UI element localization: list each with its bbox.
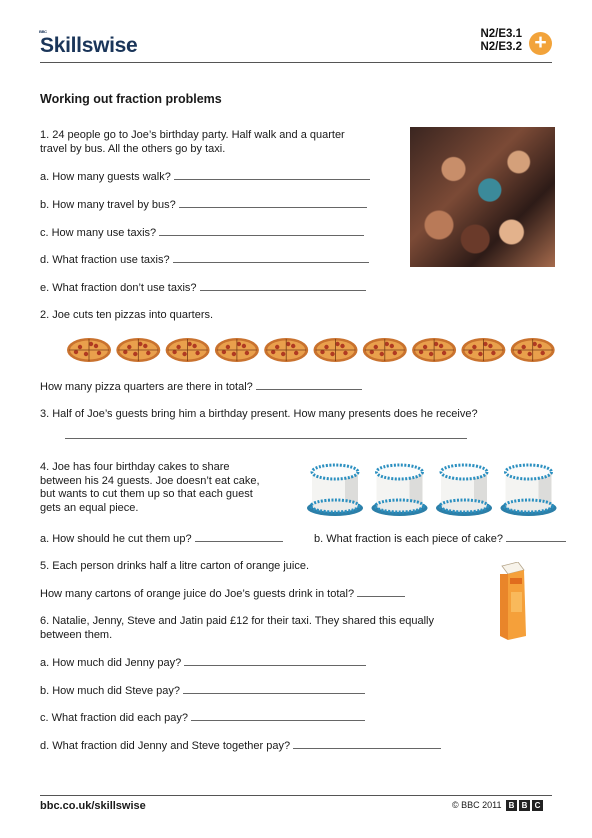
q1-intro-line-2: travel by bus. All the others go by taxi. <box>40 143 226 155</box>
q6d <box>40 738 441 753</box>
footer-divider <box>40 795 552 796</box>
copyright-text: © BBC 2011 <box>452 800 502 810</box>
q6b-label: b. How much did Steve pay? <box>40 685 181 697</box>
q4b <box>314 531 566 546</box>
curriculum-codes <box>480 28 522 54</box>
code-2: N2/E3.2 <box>480 41 522 53</box>
logo-mark: BBC <box>39 29 47 34</box>
q4-intro <box>40 461 260 515</box>
q6c-label: c. What fraction did each pay? <box>40 712 188 724</box>
header-divider <box>40 62 552 63</box>
q6-intro-line-2: between them. <box>40 629 113 641</box>
q1a <box>40 169 370 184</box>
q4-line-2: between his 24 guests. Joe doesn’t eat cake, <box>40 474 260 487</box>
q5-answer-line[interactable] <box>357 586 405 597</box>
cake-icon <box>501 465 557 516</box>
q6a-label: a. How much did Jenny pay? <box>40 657 182 669</box>
pizza-icon <box>116 338 160 362</box>
pizza-icon <box>511 338 555 362</box>
q2-label: How many pizza quarters are there in total? <box>40 381 253 393</box>
pizza-icon <box>363 338 407 362</box>
q6c <box>40 710 365 725</box>
bbc-logo-letter-3: C <box>532 800 543 811</box>
q4-line-1: 4. Joe has four birthday cakes to share <box>40 461 230 473</box>
q6-intro <box>40 614 434 642</box>
q4b-label: b. What fraction is each piece of cake? <box>314 533 503 545</box>
q5-question <box>40 586 405 601</box>
q6a-answer-line[interactable] <box>184 655 366 666</box>
q3-answer-line[interactable] <box>65 438 467 439</box>
q1b <box>40 197 367 212</box>
q1-intro <box>40 128 345 156</box>
pizza-icon <box>215 338 259 362</box>
q1a-answer-line[interactable] <box>174 169 370 180</box>
pizza-icon <box>314 338 358 362</box>
q1d-answer-line[interactable] <box>173 252 369 263</box>
q5-intro: 5. Each person drinks half a litre carton of orange juice. <box>40 560 310 572</box>
q4a <box>40 531 283 546</box>
logo-text: Skillswise <box>40 34 138 57</box>
q6b-answer-line[interactable] <box>183 683 365 694</box>
q3-text: 3. Half of Joe’s guests bring him a birthday present. How many presents does he receive? <box>40 408 478 420</box>
footer-credit <box>452 800 543 811</box>
q1-intro-line-1: 1. 24 people go to Joe’s birthday party. Half walk and a quarter <box>40 129 345 141</box>
bbc-logo-letter-1: B <box>506 800 517 811</box>
pizza-icon <box>166 338 210 362</box>
skillswise-logo <box>39 29 138 58</box>
cake-icon <box>436 465 492 516</box>
q1e-answer-line[interactable] <box>200 280 366 291</box>
pizza-row <box>67 337 557 363</box>
q1d-label: d. What fraction use taxis? <box>40 254 170 266</box>
pizza-icon <box>67 338 111 362</box>
cake-row <box>306 458 558 520</box>
q1a-label: a. How many guests walk? <box>40 171 171 183</box>
cake-icon <box>307 465 363 516</box>
q6d-answer-line[interactable] <box>293 738 441 749</box>
pizza-icon <box>264 338 308 362</box>
pizza-icon <box>412 338 456 362</box>
q2-question <box>40 379 362 394</box>
q1b-answer-line[interactable] <box>179 197 367 208</box>
q1c-label: c. How many use taxis? <box>40 227 157 239</box>
q1e <box>40 280 366 295</box>
party-photo <box>410 127 555 267</box>
q6d-label: d. What fraction did Jenny and Steve together pay? <box>40 740 291 752</box>
q4-line-4: gets an equal piece. <box>40 501 139 514</box>
q1e-label: e. What fraction don’t use taxis? <box>40 282 197 294</box>
code-1: N2/E3.1 <box>480 28 522 40</box>
q1c-answer-line[interactable] <box>159 225 364 236</box>
cake-icon <box>372 465 428 516</box>
q6b <box>40 683 365 698</box>
plus-icon: + <box>529 32 552 55</box>
bbc-logo-letter-2: B <box>519 800 530 811</box>
q5-label: How many cartons of orange juice do Joe’s guests drink in total? <box>40 588 355 600</box>
q2-intro: 2. Joe cuts ten pizzas into quarters. <box>40 309 214 321</box>
q4-line-3: but wants to cut them up so that each guest <box>40 488 253 500</box>
juice-carton-image <box>496 562 528 642</box>
q1d <box>40 252 369 267</box>
pizza-icon <box>461 338 505 362</box>
q6c-answer-line[interactable] <box>191 710 365 721</box>
q6a <box>40 655 366 670</box>
footer-url[interactable]: bbc.co.uk/skillswise <box>40 800 146 812</box>
q4b-answer-line[interactable] <box>506 531 566 542</box>
q2-answer-line[interactable] <box>256 379 362 390</box>
page-title: Working out fraction problems <box>40 92 222 106</box>
q1b-label: b. How many travel by bus? <box>40 199 176 211</box>
q4a-label: a. How should he cut them up? <box>40 533 192 545</box>
q4a-answer-line[interactable] <box>195 531 283 542</box>
q6-intro-line-1: 6. Natalie, Jenny, Steve and Jatin paid £12 for their taxi. They shared this equally <box>40 615 434 627</box>
q1c <box>40 225 364 240</box>
